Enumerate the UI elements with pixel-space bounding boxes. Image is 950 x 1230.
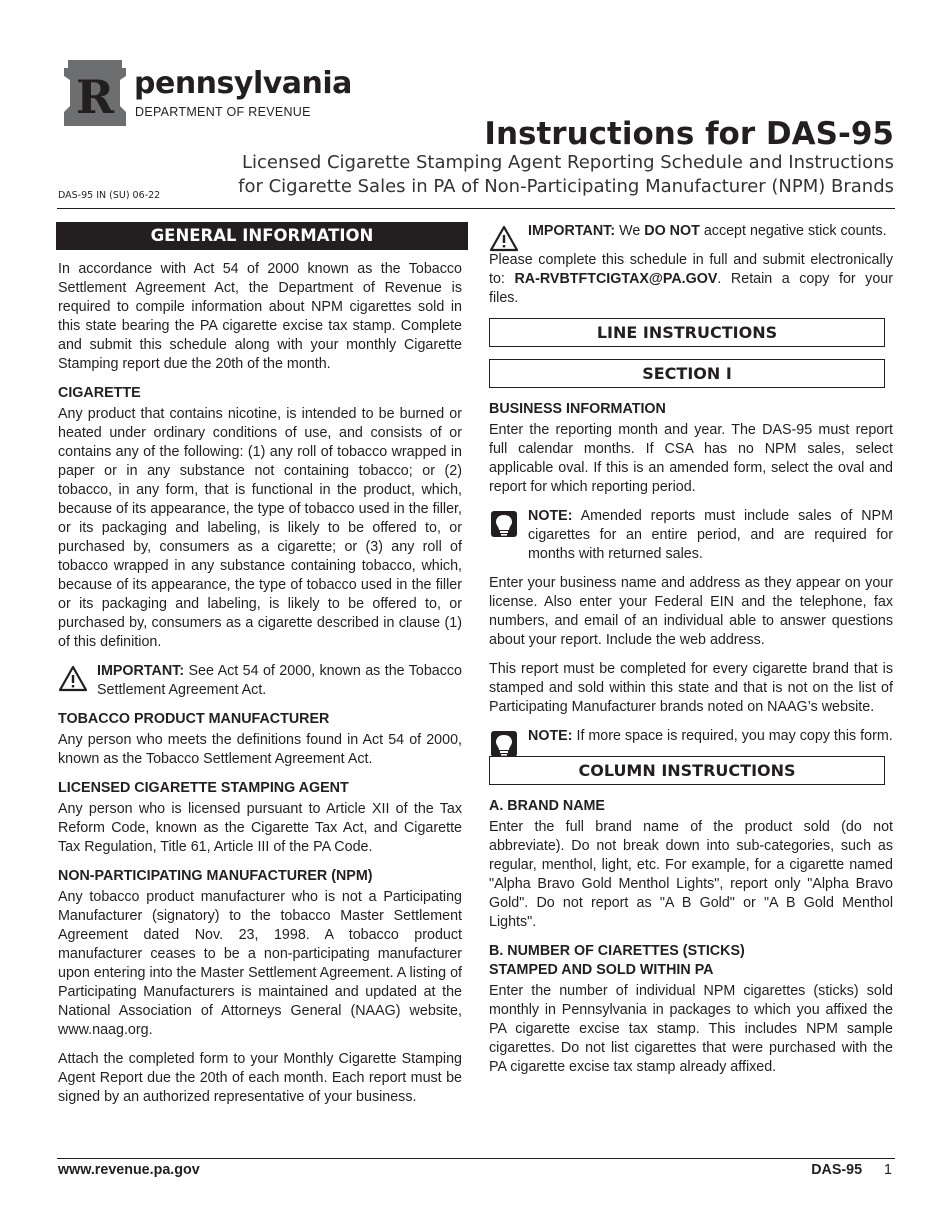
important-label: IMPORTANT: xyxy=(528,223,616,239)
licensed-stamping-agent-heading: LICENSED CIGARETTE STAMPING AGENT xyxy=(58,780,349,796)
business-information-text: Enter the reporting month and year. The DAS-95 must report full calendar months. If CSA has no NPM sales, select applicable oval. If this is an amended form, select the oval and report for which reporting period. xyxy=(489,422,893,495)
column-instructions-heading: COLUMN INSTRUCTIONS xyxy=(489,756,885,785)
important-note-act54 xyxy=(58,662,462,700)
lightbulb-icon xyxy=(489,509,519,539)
footer-divider xyxy=(57,1158,895,1159)
footer-form-code: DAS-95 xyxy=(811,1162,863,1178)
keystone-logo-icon xyxy=(62,58,128,128)
npm-heading: NON-PARTICIPATING MANUFACTURER (NPM) xyxy=(58,868,373,884)
note-label: NOTE: xyxy=(528,508,573,524)
right-column xyxy=(489,222,893,1087)
line-instructions-heading: LINE INSTRUCTIONS xyxy=(489,318,885,347)
submit-email: RA-RVBTFTCIGTAX@PA.GOV xyxy=(514,271,718,287)
svg-text:R: R xyxy=(75,70,115,124)
agency-logo xyxy=(62,58,352,130)
important-note-negative-counts: IMPORTANT: We DO NOT accept negative stick counts. xyxy=(489,222,893,241)
note-more-space xyxy=(489,727,893,746)
page-number: 1 xyxy=(884,1162,892,1178)
important-label: IMPORTANT: xyxy=(97,663,185,679)
note-text: Amended reports must include sales of NPM cigarettes for an entire period, and are required for months with returned sales. xyxy=(528,508,893,562)
form-number: DAS-95 IN (SU) 06-22 xyxy=(58,190,161,201)
note-text: If more space is required, you may copy this form. xyxy=(576,728,893,744)
warning-icon xyxy=(489,224,519,254)
note-amended-reports xyxy=(489,507,893,564)
general-information-heading: GENERAL INFORMATION xyxy=(56,222,468,250)
important-text: See Act 54 of 2000, known as the Tobacco Settlement Agreement Act. xyxy=(97,663,462,698)
page-title: Instructions for DAS-95 xyxy=(484,116,894,152)
cigarette-heading: CIGARETTE xyxy=(58,385,141,401)
submit-instructions: Please complete this schedule in full and submit electronically to: RA-RVBTFTCIGTAX@PA.GOV. Retain a copy for your files. xyxy=(489,252,893,306)
subtitle-line-1: Licensed Cigarette Stamping Agent Reporting Schedule and Instructions xyxy=(241,152,894,173)
brand-name-text: Enter the full brand name of the product sold (do not abbreviate). Do not break down into sub-categories, such as regular, menthol, light, etc. For example, for a cigarette named "Alpha Bravo Gold Menthol Lights", report only "Alpha Bravo Gold". Do not report as "A B Gold" or "A B Gold Menthol Lights". xyxy=(489,819,893,930)
section-one-heading: SECTION I xyxy=(489,359,885,388)
general-information-text: In accordance with Act 54 of 2000 known as the Tobacco Settlement Agreement Act, the Department of Revenue is required to compile information about NPM cigarettes sold in this state bearing the PA cigarette excise tax stamp. Complete and submit this schedule along with your monthly Cigarette Stamping report due the 20th of the month. xyxy=(58,261,462,372)
npm-text: Any tobacco product manufacturer who is not a Participating Manufacturer (signatory) to the tobacco Master Settlement Agreement dated Nov. 23, 1998. A tobacco product manufacturer ceases to be a non-participating manufacturer upon entering into the Master Settlement Agreement. A listing of Participating Manufacturers is maintained and updated at the National Association of Attorneys General (NAAG) website, www.naag.org. xyxy=(58,889,462,1038)
number-of-cigarettes-heading-line-2: STAMPED AND SOLD WITHIN PA xyxy=(489,962,714,978)
tobacco-product-manufacturer-text: Any person who meets the definitions found in Act 54 of 2000, known as the Tobacco Settlement Agreement Act. xyxy=(58,732,462,767)
agency-department: DEPARTMENT OF REVENUE xyxy=(135,105,311,119)
licensed-stamping-agent-text: Any person who is licensed pursuant to Article XII of the Tax Reform Code, known as the Cigarette Tax Act, and Cigarette Tax Regulation, Title 61, Article III of the PA Code. xyxy=(58,801,462,855)
attach-text: Attach the completed form to your Monthly Cigarette Stamping Agent Report due the 20th of each month. Each report must be signed by an authorized representative of your business. xyxy=(58,1051,462,1105)
lightbulb-icon xyxy=(489,729,519,759)
footer-website: www.revenue.pa.gov xyxy=(58,1162,200,1178)
business-address-text: Enter your business name and address as they appear on your license. Also enter your Federal EIN and the telephone, fax numbers, and email of an individual able to answer questions about your report. Include the web address. xyxy=(489,575,893,648)
cigarette-text: Any product that contains nicotine, is intended to be burned or heated under ordinary conditions of use, and consists of or contains any of the following: (1) any roll of tobacco wrapped in paper or in any substance not containing tobacco; or (2) tobacco, in any form, that is functional in the product, which, because of its appearance, the type of tobacco used in the filler, or its packaging and labeling, is likely to be offered to, or purchased by, consumers as a cigarette; or (3) any roll of tobacco wrapped in any substance containing tobacco, which, because of its appearance, the type of tobacco used in the filler or its packaging and labeling, is likely to be offered to, or purchased by, consumers as a cigarette described in clause (1) of this definition. xyxy=(58,406,462,650)
footer-form-info xyxy=(811,1162,892,1178)
note-label: NOTE: xyxy=(528,728,573,744)
report-requirement-text: This report must be completed for every cigarette brand that is stamped and sold within this state and that is not on the list of Participating Manufacturer brands noted on NAAG’s website. xyxy=(489,661,893,715)
subtitle-line-2: for Cigarette Sales in PA of Non-Participating Manufacturer (NPM) Brands xyxy=(238,176,894,197)
number-of-cigarettes-text: Enter the number of individual NPM cigarettes (sticks) sold monthly in Pennsylvania in packages to which you affixed the PA cigarette excise tax stamp. This includes NPM sample cigarettes. Do not list cigarettes that were purchased with the PA cigarette excise tax stamp already affixed. xyxy=(489,983,893,1075)
page-subtitle xyxy=(174,151,894,199)
left-column xyxy=(58,222,462,1117)
tobacco-product-manufacturer-heading: TOBACCO PRODUCT MANUFACTURER xyxy=(58,711,330,727)
brand-name-heading: A. BRAND NAME xyxy=(489,798,605,814)
header-divider xyxy=(57,208,895,209)
agency-name: pennsylvania xyxy=(134,66,352,101)
number-of-cigarettes-heading-line-1: B. NUMBER OF CIARETTES (STICKS) xyxy=(489,943,745,959)
warning-icon xyxy=(58,664,88,694)
business-information-heading: BUSINESS INFORMATION xyxy=(489,401,666,417)
